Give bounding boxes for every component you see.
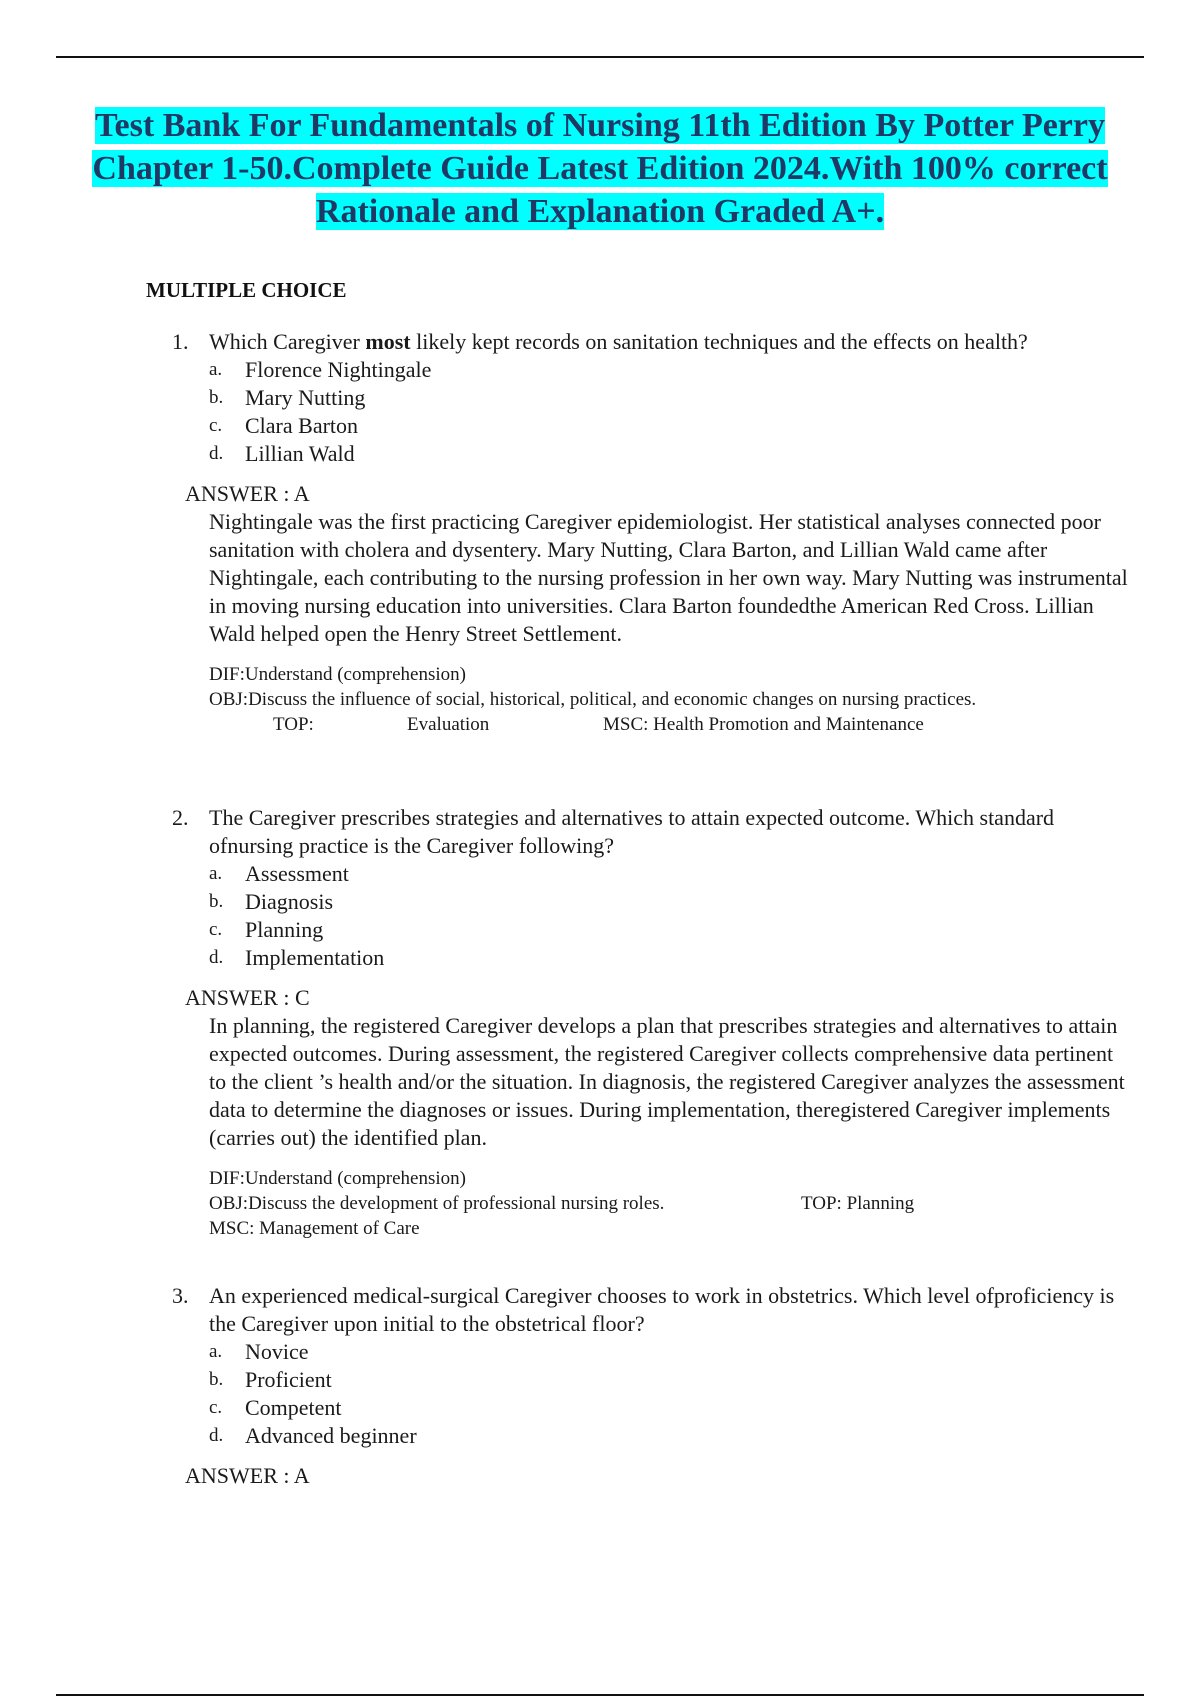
option-d [0, 1422, 1200, 1450]
option-text: Advanced beginner [245, 1423, 417, 1448]
question-number: 3. [172, 1283, 189, 1308]
dif-line: DIF:Understand (comprehension) [209, 664, 466, 685]
top-line: TOP: Planning [801, 1193, 915, 1214]
question-stem [0, 328, 1129, 356]
option-text: Competent [245, 1395, 342, 1420]
option-letter: c. [209, 415, 223, 436]
option-letter: b. [209, 1369, 224, 1390]
option-letter: a. [209, 863, 223, 884]
option-text: Florence Nightingale [245, 357, 432, 382]
section-heading: MULTIPLE CHOICE [146, 278, 347, 302]
stem-text: The Caregiver prescribes strategies and alternatives to attain expected outcome. Which standard ofnursing practice is the Caregiver following? [209, 805, 1055, 858]
option-text: Assessment [245, 861, 349, 886]
option-a [0, 356, 1200, 384]
option-letter: d. [209, 1425, 224, 1446]
title-highlight: Test Bank For Fundamentals of Nursing 11th Edition By Potter Perry Chapter 1-50.Complete Guide Latest Edition 2024.With 100% correct Rationale and Explanation Graded A+. [92, 107, 1108, 230]
option-a [0, 860, 1200, 888]
option-c [0, 1394, 1200, 1422]
answer-line: ANSWER : A [185, 481, 310, 506]
option-letter: c. [209, 919, 223, 940]
obj-line: OBJ:Discuss the development of professional nursing roles. [209, 1193, 665, 1214]
answer-line: ANSWER : C [185, 985, 310, 1010]
option-text: Lillian Wald [245, 441, 355, 466]
option-a [0, 1338, 1200, 1366]
answer-line: ANSWER : A [185, 1463, 310, 1488]
option-letter: d. [209, 947, 224, 968]
obj-line: OBJ:Discuss the influence of social, historical, political, and economic changes on nursing practices. [209, 689, 977, 710]
option-letter: b. [209, 891, 224, 912]
option-b [0, 384, 1200, 412]
rationale: Nightingale was the first practicing Caregiver epidemiologist. Her statistical analyses connected poor sanitation with cholera and dysentery. Mary Nutting, Clara Barton, and Lillian Wald came after Nightingale, each contributing to the nursing profession in her own way. Mary Nutting was instrumental in moving nursing education into universities. Clara Barton foundedthe American Red Cross. Lillian Wald helped open the Henry Street Settlement. [209, 509, 1128, 646]
option-text: Diagnosis [245, 889, 333, 914]
stem-text: likely kept records on sanitation techniques and the effects on health? [410, 329, 1028, 354]
top-rule [56, 56, 1144, 58]
obj-top-line [209, 1191, 1200, 1216]
top-msc-line [209, 712, 1200, 737]
dif-line: DIF:Understand (comprehension) [209, 1168, 466, 1189]
option-b [0, 1366, 1200, 1394]
stem-emphasis: most [365, 329, 411, 354]
option-list [0, 1338, 1200, 1450]
top-label: TOP: [273, 714, 314, 735]
stem-text: An experienced medical-surgical Caregiver chooses to work in obstetrics. Which level ofproficiency is the Caregiver upon initial to the obstetrical floor? [209, 1283, 1115, 1336]
question-stem [0, 1282, 1129, 1338]
rationale: In planning, the registered Caregiver develops a plan that prescribes strategies and alternatives to attain expected outcomes. During assessment, the registered Caregiver collects comprehensive data pertinent to the client ’s health and/or the situation. In diagnosis, the registered Caregiver analyzes the assessment data to determine the diagnoses or issues. During implementation, theregistered Caregiver implements (carries out) the identified plan. [209, 1013, 1125, 1150]
option-letter: c. [209, 1397, 223, 1418]
question-1 [0, 328, 1200, 737]
metadata [0, 1166, 1200, 1241]
question-stem [0, 804, 1129, 860]
question-number: 2. [172, 805, 189, 830]
option-b [0, 888, 1200, 916]
option-letter: d. [209, 443, 224, 464]
stem-text: Which Caregiver [209, 329, 366, 354]
question-number: 1. [172, 329, 189, 354]
document-title [60, 104, 1140, 233]
option-letter: a. [209, 1341, 223, 1362]
option-c [0, 412, 1200, 440]
msc-line: MSC: Health Promotion and Maintenance [603, 714, 924, 735]
option-text: Novice [245, 1339, 309, 1364]
option-d [0, 440, 1200, 468]
option-letter: b. [209, 387, 224, 408]
option-c [0, 916, 1200, 944]
question-2 [0, 804, 1200, 1241]
top-value: Evaluation [407, 714, 490, 735]
option-list [0, 356, 1200, 468]
option-letter: a. [209, 359, 223, 380]
option-d [0, 944, 1200, 972]
option-text: Mary Nutting [245, 385, 366, 410]
option-list [0, 860, 1200, 972]
option-text: Proficient [245, 1367, 332, 1392]
option-text: Implementation [245, 945, 385, 970]
question-3 [0, 1282, 1200, 1490]
metadata [0, 662, 1200, 737]
msc-line: MSC: Management of Care [209, 1218, 420, 1239]
option-text: Clara Barton [245, 413, 359, 438]
option-text: Planning [245, 917, 324, 942]
bottom-rule [56, 1694, 1144, 1696]
